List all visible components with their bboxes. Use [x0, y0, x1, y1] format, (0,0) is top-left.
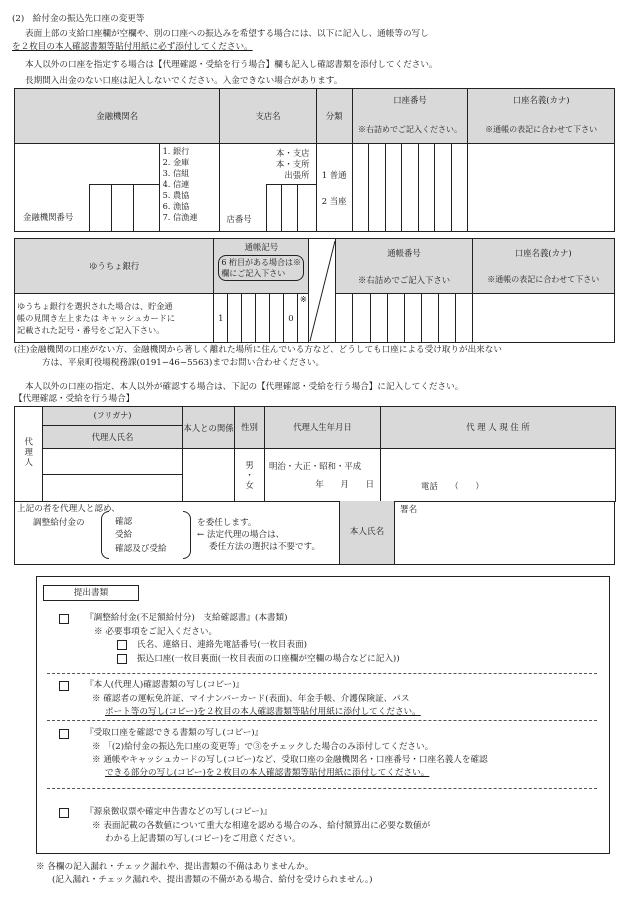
doc3-title: 『受取口座を確認できる書類の写し(コピー)』 — [85, 728, 264, 738]
account-digit[interactable] — [418, 144, 435, 232]
divider-1 — [47, 673, 597, 674]
doc3-note-2: ※ 通帳やキャッシュカードの写し(コピー)など、受取口座の金融機関名・口座番号・口座名義人を確認 — [92, 755, 488, 765]
intro-line-1: 表面上部の支給口座欄が空欄や、別の口座への振込みを希望する場合には、以下に記入し、通帳等の写し — [25, 29, 429, 39]
doc1-sub2: 振込口座(一枚目裏面(一枚目表面の口座欄が空欄の場合などに記入)) — [137, 654, 400, 664]
delegation-box — [14, 501, 615, 565]
symbol-digit[interactable] — [242, 294, 256, 343]
slash-cell — [309, 239, 336, 343]
account-digit[interactable] — [385, 144, 402, 232]
doc1-checkbox[interactable] — [59, 614, 69, 624]
number-digit[interactable] — [353, 294, 370, 343]
number-digit[interactable] — [421, 294, 438, 343]
passbook-symbol-header: 通帳記号 6 桁目がある場合は※欄にご記入下さい — [214, 239, 309, 294]
doc3-note-3: できる部分の写し(コピー)を２枚目の本人確認書類等貼付用紙に添付してください。 — [105, 768, 430, 778]
proxy-table — [14, 406, 616, 502]
principal-name-label: 本人氏名 — [339, 501, 395, 564]
doc1-sub1-checkbox[interactable] — [117, 640, 127, 650]
institution-type-list[interactable]: 1. 銀行 2. 金庫 3. 信組 4. 信連 5. 農協 6. 漁協 7. 信漁連 — [159, 144, 220, 232]
relation-input[interactable] — [183, 449, 235, 502]
option-confirm[interactable]: 確認 — [115, 517, 133, 527]
doc1-sub1: 氏名、連絡日、連絡先電話番号(一枚目表面) — [137, 640, 307, 650]
account-digit[interactable] — [451, 144, 468, 232]
option-receive[interactable]: 受給 — [115, 530, 133, 540]
doc4-title: 『源泉徴収票や確定申告書などの写し(コピー)』 — [85, 807, 272, 817]
right-brace — [183, 511, 191, 559]
proxy-name-header: 代理人氏名 — [43, 426, 183, 449]
doc2-note-2: ポート等の写し(コピー)を２枚目の本人確認書類等貼付用紙に添付してください。 — [105, 707, 421, 717]
divider-2 — [47, 720, 597, 721]
footer-line-1: ※ 各欄の記入漏れ・チェック漏れや、提出書類の不備はありませんか。 — [36, 862, 314, 872]
option-both[interactable]: 確認及び受給 — [115, 544, 167, 554]
address-header: 代 理 人 現 住 所 — [381, 407, 616, 449]
yucho-holder-input[interactable] — [472, 294, 614, 343]
documents-box — [36, 576, 610, 854]
doc2-checkbox[interactable] — [59, 681, 69, 691]
doc3-note-1: ※ 「(2)給付金の振込先口座の変更等」で③をチェックした場合のみ添付してください。 — [92, 742, 434, 752]
symbol-digit-1[interactable]: 1 — [214, 294, 228, 343]
account-number-header: 口座番号 ※右詰めでご記入ください。 — [352, 89, 468, 144]
doc1-sub2-checkbox[interactable] — [117, 654, 127, 664]
institution-header: 金融機関名 — [15, 89, 220, 144]
birth-header: 代理人生年月日 — [265, 407, 381, 449]
intro-line-3: 本人以外の口座を指定する場合は【代理確認・受給を行う場合】欄も記入し確認書類を添付してください。 — [25, 60, 438, 70]
doc2-title: 『本人(代理人)確認書類の写し(コピー)』 — [85, 680, 245, 690]
doc1-note: ※ 必要事項をご記入ください。 — [94, 627, 218, 637]
footer-line-2: (記入漏れ・チェック漏れや、提出書類の不備がある場合、給付を受けられません。) — [52, 875, 373, 885]
proxy-intro: 本人以外の口座の指定、本人以外が確認する場合は、下記の【代理確認・受給を行う場合】に記入してください。 — [25, 382, 464, 392]
doc2-note-1: ※ 確認者の運転免許証、マイナンバーカード(表面)、年金手帳、介護保険証、パス — [92, 694, 410, 704]
branch-header: 支店名 — [220, 89, 316, 144]
yucho-holder-header: 口座名義(カナ) ※通帳の表記に合わせて下さい — [472, 239, 614, 294]
intro-line-4: 長期間入出金のない口座は記入しないでください。入金できない場合があります。 — [25, 76, 343, 86]
number-digit[interactable] — [370, 294, 387, 343]
note-line-1: (注)金融機関の口座がない方、金融機関から著しく離れた場所に住んでいる方など、どうしても口座による受け取りが出来ない — [14, 345, 502, 355]
divider-3 — [47, 788, 597, 789]
delegate-line-2: 調整給付金の — [33, 518, 85, 528]
number-digit[interactable] — [438, 294, 455, 343]
symbol-digit[interactable] — [256, 294, 270, 343]
doc1-title: 『調整給付金(不足額給付分) 支給確認書』(本書類) — [85, 613, 288, 623]
left-brace — [101, 511, 109, 559]
delegate-line-3: を委任します。 — [197, 518, 257, 528]
birth-input[interactable]: 明治・大正・昭和・平成 年 月 日 — [265, 449, 381, 502]
intro-line-2: を２枚目の本人確認書類等貼付用紙に必ず添付してください。 — [12, 42, 253, 52]
doc3-checkbox[interactable] — [59, 729, 69, 739]
section-heading: (2) 給付金の振込先口座の変更等 — [12, 14, 145, 24]
symbol-extra-digit[interactable]: ※ — [298, 294, 309, 343]
proxy-heading: 【代理確認・受給を行う場合】 — [14, 394, 135, 404]
branch-code-cell[interactable]: 本・支店 本・支所 出張所 店番号 — [220, 144, 316, 232]
doc4-checkbox[interactable] — [59, 808, 69, 818]
delegate-line-4: ← 法定代理の場合は、 — [197, 530, 285, 540]
passbook-number-header: 通帳番号 ※右詰めでご記入下さい — [336, 239, 472, 294]
account-digit[interactable] — [402, 144, 419, 232]
number-digit[interactable] — [404, 294, 421, 343]
category-header: 分類 — [316, 89, 352, 144]
sex-header: 性別 — [235, 407, 265, 449]
number-digit[interactable] — [336, 294, 353, 343]
doc4-note-1: ※ 表面記載の各数値について重大な相違を認める場合のみ、給付額算出に必要な数値が — [92, 821, 431, 831]
yucho-header: ゆうちょ銀行 — [15, 239, 214, 294]
number-digit[interactable] — [387, 294, 404, 343]
account-digit[interactable] — [369, 144, 386, 232]
delegate-line-1: 上記の者を代理人と認め、 — [17, 504, 120, 514]
yucho-table — [14, 238, 615, 343]
account-category-cell[interactable]: 1 普通 2 当座 — [316, 144, 352, 232]
signature-label: 署名 — [400, 505, 418, 515]
furigana-header: (フリガナ) — [43, 407, 183, 426]
account-digit[interactable] — [352, 144, 369, 232]
symbol-digit-0[interactable]: 0 — [284, 294, 298, 343]
bank-account-table — [14, 88, 615, 232]
account-holder-header: 口座名義(カナ) ※通帳の表記に合わせて下さい — [468, 89, 615, 144]
delegate-line-5: 委任方法の選択は不要です。 — [209, 542, 321, 552]
proxy-furigana-input[interactable] — [43, 449, 183, 474]
institution-code-cell[interactable]: 金融機関番号 — [15, 144, 160, 232]
symbol-digit[interactable] — [228, 294, 242, 343]
note-line-2: 方は、平泉町役場税務課(0191−46−5563)までお問い合わせください。 — [42, 358, 325, 368]
yucho-description: ゆうちょ銀行を選択された場合は、貯金通 帳の見開き左上または キャッシュカードに 記載された記号・番号をご記入下さい。 — [15, 294, 214, 343]
proxy-side-label: 代理人 — [15, 407, 43, 502]
number-digit[interactable] — [455, 294, 472, 343]
documents-title: 提出書類 — [43, 585, 139, 601]
signature-input[interactable] — [396, 501, 615, 564]
account-holder-input[interactable] — [468, 144, 615, 232]
sex-select[interactable]: 男 ・ 女 — [235, 449, 265, 502]
proxy-name-input[interactable] — [43, 474, 183, 501]
symbol-note: 6 桁目がある場合は※欄にご記入下さい — [218, 255, 304, 281]
relation-header: 本人との関係 — [183, 407, 235, 449]
address-input[interactable]: 電話 （ ） — [381, 449, 616, 502]
doc4-note-2: わかる上記書類の写し(コピー)をご用意ください。 — [105, 834, 301, 844]
symbol-digit[interactable] — [270, 294, 284, 343]
account-digit[interactable] — [435, 144, 452, 232]
